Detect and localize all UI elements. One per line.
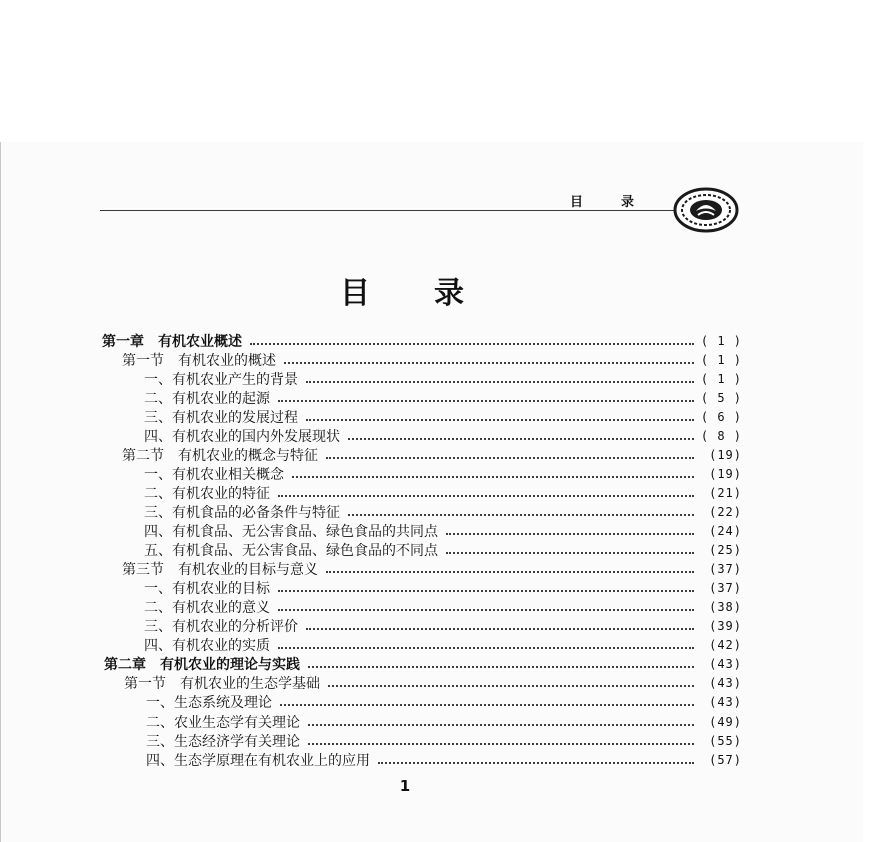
toc-item-entry [144,617,742,636]
dot-leader [284,362,694,364]
toc-section-entry [122,560,742,579]
dot-leader [306,381,694,383]
toc-entry-label: 四、生态学原理在有机农业上的应用 [146,752,370,769]
dot-leader [278,609,694,611]
dot-leader [308,724,694,726]
toc-entry-page: (43) [709,695,742,710]
toc-section-entry [122,445,742,464]
toc-item-entry [144,407,742,426]
toc-entry-label: 第一节 有机农业的概述 [122,352,276,369]
toc-entry-label: 一、生态系统及理论 [146,695,272,712]
toc-item-entry [144,579,742,598]
page-number: 1 [399,777,411,795]
toc-entry-page: (25) [709,543,742,558]
toc-entry-page: (42) [709,638,742,653]
toc-entry-label: 第二节 有机农业的概念与特征 [122,447,318,464]
toc-entry-page: (43) [709,657,742,672]
toc-entry-page: ( 6 ) [700,409,742,424]
toc-entry-page: ( 1 ) [700,371,742,386]
toc-entry-label: 二、有机农业的意义 [144,600,270,617]
toc-item-entry [144,388,742,407]
dot-leader [326,571,694,573]
toc-entry-label: 一、有机农业的目标 [144,581,270,598]
toc-entry-page: (39) [709,619,742,634]
toc-chapter-entry [104,655,742,674]
toc-entry-label: 一、有机农业产生的背景 [144,371,298,388]
toc-entry-label: 五、有机食品、无公害食品、绿色食品的不同点 [144,543,438,560]
toc-entry-label: 四、有机农业的国内外发展现状 [144,428,340,445]
toc-entry-label: 第二章 有机农业的理论与实践 [104,657,300,674]
toc-item-entry [144,598,742,617]
toc-item-entry [144,483,742,502]
toc-entry-label: 第一节 有机农业的生态学基础 [124,676,320,693]
dot-leader [326,457,694,459]
dot-leader [278,590,694,592]
toc-entry-page: (24) [709,524,742,538]
toc-item-entry [146,731,742,750]
toc-entry-label: 三、生态经济学有关理论 [146,733,300,750]
dot-leader [278,495,694,497]
dot-leader [446,533,694,535]
toc-item-entry [146,750,742,769]
toc-entry-page: ( 5 ) [700,390,742,405]
toc-entry-page: ( 8 ) [700,428,742,443]
toc-item-entry [144,636,742,655]
toc-entry-label: 第三节 有机农业的目标与意义 [122,562,318,579]
toc-item-entry [144,369,742,388]
toc-entry-page: ( 1 ) [700,333,742,348]
header-rule [100,210,685,211]
toc-item-entry [144,426,742,445]
toc-entry-page: (57) [709,752,742,767]
dot-leader [278,647,694,649]
toc-entry-label: 二、有机农业的起源 [144,390,270,407]
running-header-title: 目录 [570,195,673,210]
toc-entry-page: (55) [709,733,742,748]
toc-item-entry [144,464,742,483]
dot-leader [328,685,694,687]
dot-leader [446,552,694,554]
toc-entry-page: ( 1 ) [700,352,742,367]
toc-entry-page: (38) [709,600,742,615]
dot-leader [292,476,694,478]
dot-leader [306,628,694,630]
toc-entry-label: 三、有机农业的分析评价 [144,619,298,636]
dot-leader [306,419,694,421]
dot-leader [348,438,694,440]
dot-leader [348,514,694,516]
toc-entry-page: (49) [709,714,742,729]
toc-entry-page: (37) [709,562,742,577]
toc-item-entry [146,712,742,731]
toc-item-entry [144,502,742,521]
dot-leader [278,400,694,402]
toc-entry-label: 三、有机食品的必备条件与特征 [144,504,340,521]
toc-entry-page: (22) [709,504,742,519]
toc-entry-label: 二、农业生态学有关理论 [146,714,300,731]
toc-entry-label: 三、有机农业的发展过程 [144,409,298,426]
dot-leader [308,666,694,668]
dot-leader [308,743,694,745]
toc-item-entry [144,541,742,560]
dot-leader [280,704,694,706]
toc-entry-label: 一、有机农业相关概念 [144,466,284,483]
toc-entry-page: (37) [709,581,742,596]
toc-item-entry [144,522,742,541]
toc-entry-page: (19) [709,447,742,462]
toc-entry-label: 四、有机农业的实质 [144,638,270,655]
toc-entry-label: 二、有机农业的特征 [144,485,270,502]
toc-entry-label: 第一章 有机农业概述 [102,333,242,350]
toc-section-entry [124,674,742,693]
toc-item-entry [146,693,742,712]
toc-entry-page: (43) [709,676,742,691]
toc-entry-page: (19) [709,466,742,481]
dot-leader [250,343,694,345]
toc-title: 目录 [340,276,528,311]
dot-leader [378,762,694,764]
toc-section-entry [122,350,742,369]
emblem-icon [673,187,739,233]
toc-chapter-entry [102,331,742,350]
toc-entry-page: (21) [709,485,742,500]
toc-entry-label: 四、有机食品、无公害食品、绿色食品的共同点 [144,524,438,540]
